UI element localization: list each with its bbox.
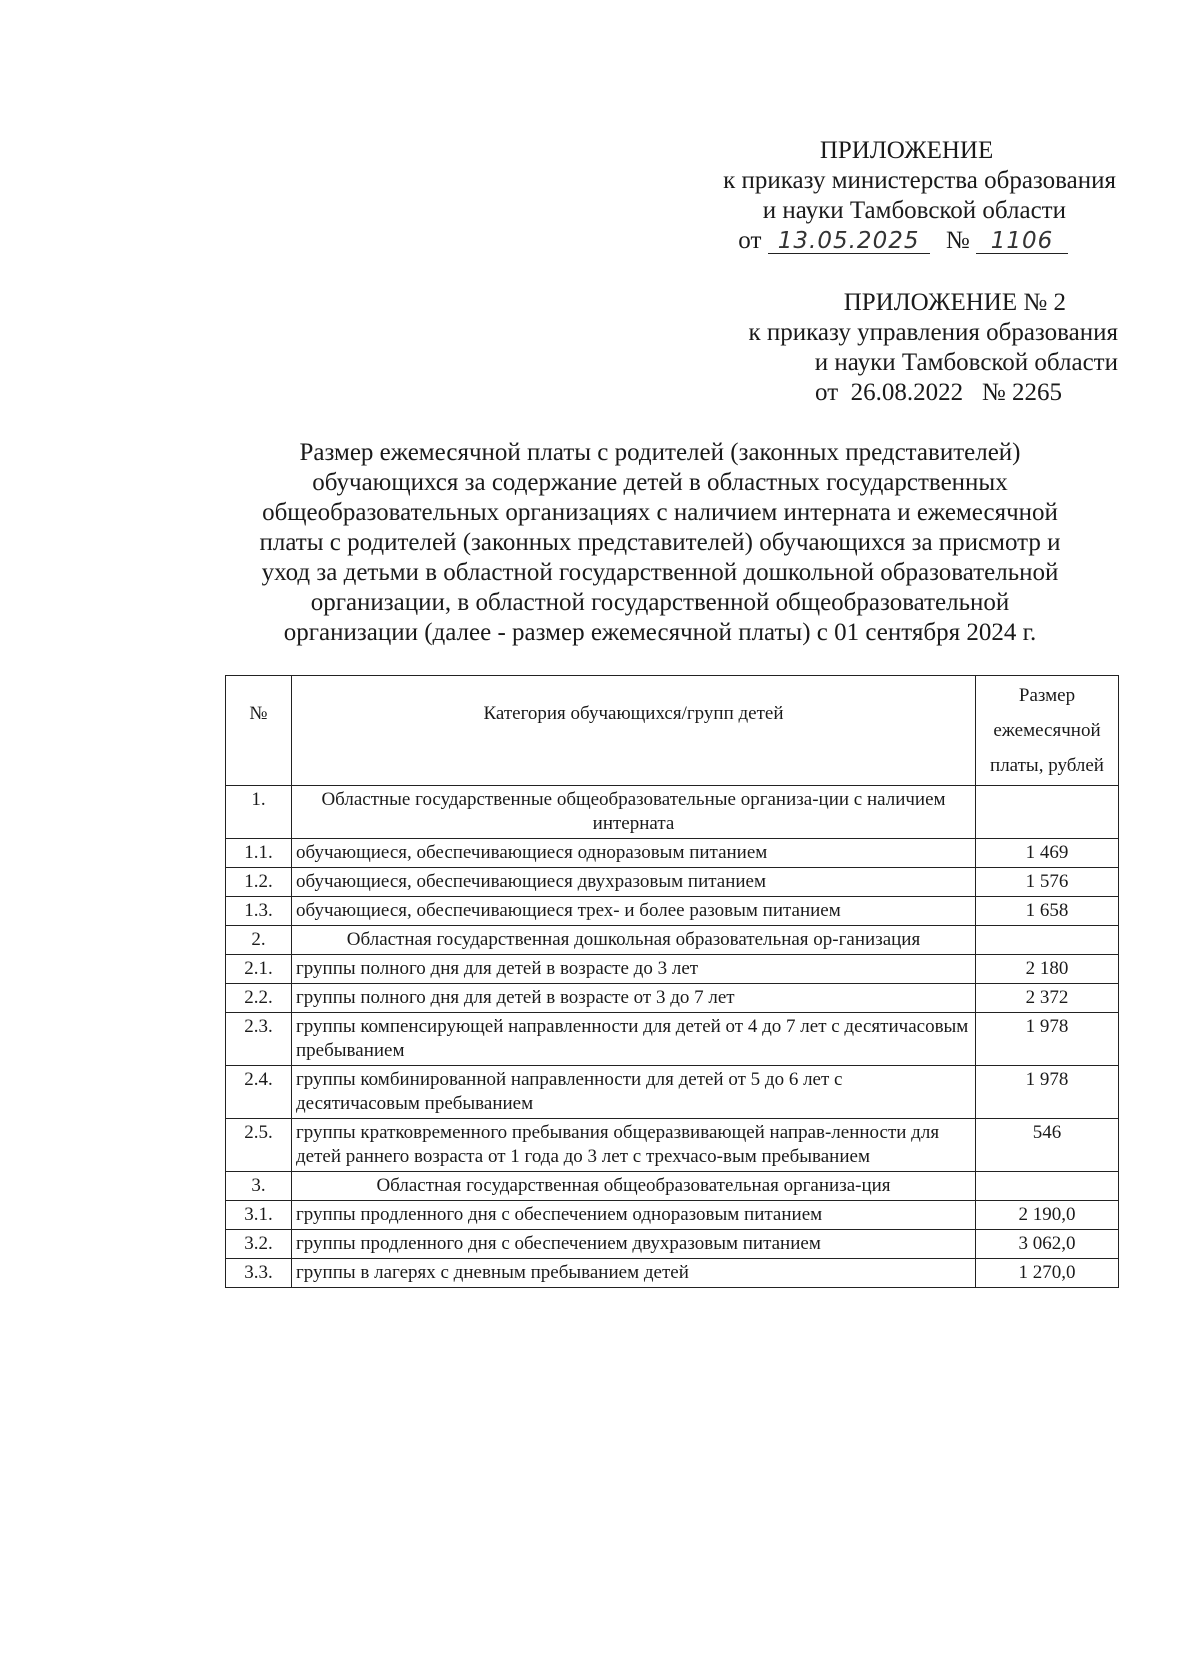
row-category: Областные государственные общеобразовательные организа-ции с наличием интерната: [292, 786, 976, 839]
table-section-row: [226, 786, 1119, 839]
row-number: 2.2.: [226, 984, 292, 1013]
row-amount: 2 180: [976, 955, 1119, 984]
title-line: уход за детьми в областной государственной дошкольной образовательной: [261, 559, 1059, 586]
row-category: группы полного дня для детей в возрасте до 3 лет: [292, 955, 976, 984]
row-amount: 1 469: [976, 839, 1119, 868]
appendix-order-line: к приказу министерства образования: [723, 167, 1116, 194]
row-category: группы полного дня для детей в возрасте от 3 до 7 лет: [292, 984, 976, 1013]
row-category: обучающиеся, обеспечивающиеся одноразовым питанием: [292, 839, 976, 868]
row-category: группы продленного дня с обеспечением двухразовым питанием: [292, 1230, 976, 1259]
row-number: 2.3.: [226, 1013, 292, 1066]
table-row: [226, 839, 1119, 868]
table-header-row: [226, 676, 1119, 786]
row-number: 3.: [226, 1172, 292, 1201]
row-amount: [976, 1172, 1119, 1201]
table-row: [226, 1230, 1119, 1259]
row-number: 2.1.: [226, 955, 292, 984]
title-line: обучающихся за содержание детей в областных государственных: [312, 469, 1008, 496]
row-number: 1.: [226, 786, 292, 839]
from-label: от: [738, 227, 762, 254]
title-line: платы с родителей (законных представителей) обучающихся за присмотр и: [259, 529, 1061, 556]
table-row: [226, 1013, 1119, 1066]
row-number: 3.2.: [226, 1230, 292, 1259]
row-number: 1.3.: [226, 897, 292, 926]
table-row: [226, 868, 1119, 897]
table-row: [226, 1119, 1119, 1172]
fee-table: [225, 675, 1119, 1288]
table-row: [226, 955, 1119, 984]
row-number: 1.2.: [226, 868, 292, 897]
title-line: Размер ежемесячной платы с родителей (законных представителей): [299, 439, 1021, 466]
appendix-header: [723, 136, 1116, 256]
header-num: №: [226, 676, 292, 786]
table-row: [226, 897, 1119, 926]
table-section-row: [226, 926, 1119, 955]
row-amount: 3 062,0: [976, 1230, 1119, 1259]
row-number: 3.1.: [226, 1201, 292, 1230]
document-title: [220, 438, 1100, 648]
row-category: Областная государственная дошкольная образовательная ор-ганизация: [292, 926, 976, 955]
row-number: 1.1.: [226, 839, 292, 868]
appendix-title: ПРИЛОЖЕНИЕ: [819, 137, 994, 164]
row-category: Областная государственная общеобразовательная организа-ция: [292, 1172, 976, 1201]
row-category: группы кратковременного пребывания общеразвивающей направ-ленности для детей раннего возраста от 1 года до 3 лет с трехчасо-вым пребыванием: [292, 1119, 976, 1172]
row-amount: [976, 786, 1119, 839]
row-amount: 2 372: [976, 984, 1119, 1013]
row-category: группы компенсирующей направленности для детей от 4 до 7 лет с десятичасовым пребыванием: [292, 1013, 976, 1066]
title-line: организации (далее - размер ежемесячной платы) с 01 сентября 2024 г.: [283, 619, 1037, 646]
row-category: обучающиеся, обеспечивающиеся двухразовым питанием: [292, 868, 976, 897]
row-number: 2.5.: [226, 1119, 292, 1172]
row-amount: 1 658: [976, 897, 1119, 926]
row-number: 2.4.: [226, 1066, 292, 1119]
title-line: общеобразовательных организациях с наличием интерната и ежемесячной: [262, 499, 1058, 526]
row-category: группы комбинированной направленности для детей от 5 до 6 лет с десятичасовым пребыванием: [292, 1066, 976, 1119]
table-row: [226, 1201, 1119, 1230]
title-line: организации, в областной государственной общеобразовательной: [310, 589, 1010, 616]
row-number: 2.: [226, 926, 292, 955]
table-section-row: [226, 1172, 1119, 1201]
appendix2-title: ПРИЛОЖЕНИЕ № 2: [843, 289, 1066, 316]
row-amount: [976, 926, 1119, 955]
appendix2-date-number-line: от 26.08.2022 № 2265: [815, 379, 1062, 406]
header-category: Категория обучающихся/групп детей: [292, 676, 976, 786]
row-amount: 1 978: [976, 1066, 1119, 1119]
row-amount: 1 978: [976, 1013, 1119, 1066]
number-label: №: [945, 227, 970, 254]
table-row: [226, 1259, 1119, 1288]
table-body: [226, 786, 1119, 1288]
handwritten-number: 1106: [976, 229, 1068, 254]
appendix-date-number-line: [723, 226, 1068, 256]
header-amount: Размер ежемесячной платы, рублей: [976, 676, 1119, 786]
row-category: обучающиеся, обеспечивающиеся трех- и более разовым питанием: [292, 897, 976, 926]
row-amount: 2 190,0: [976, 1201, 1119, 1230]
row-amount: 546: [976, 1119, 1119, 1172]
table-row: [226, 1066, 1119, 1119]
appendix2-header: [748, 288, 1118, 408]
handwritten-date: 13.05.2025: [768, 229, 930, 254]
appendix2-region-line: и науки Тамбовской области: [814, 349, 1118, 376]
table-row: [226, 984, 1119, 1013]
appendix-region-line: и науки Тамбовской области: [762, 197, 1066, 224]
row-category: группы продленного дня с обеспечением одноразовым питанием: [292, 1201, 976, 1230]
row-amount: 1 576: [976, 868, 1119, 897]
row-amount: 1 270,0: [976, 1259, 1119, 1288]
row-category: группы в лагерях с дневным пребыванием детей: [292, 1259, 976, 1288]
row-number: 3.3.: [226, 1259, 292, 1288]
appendix2-order-line: к приказу управления образования: [748, 319, 1118, 346]
